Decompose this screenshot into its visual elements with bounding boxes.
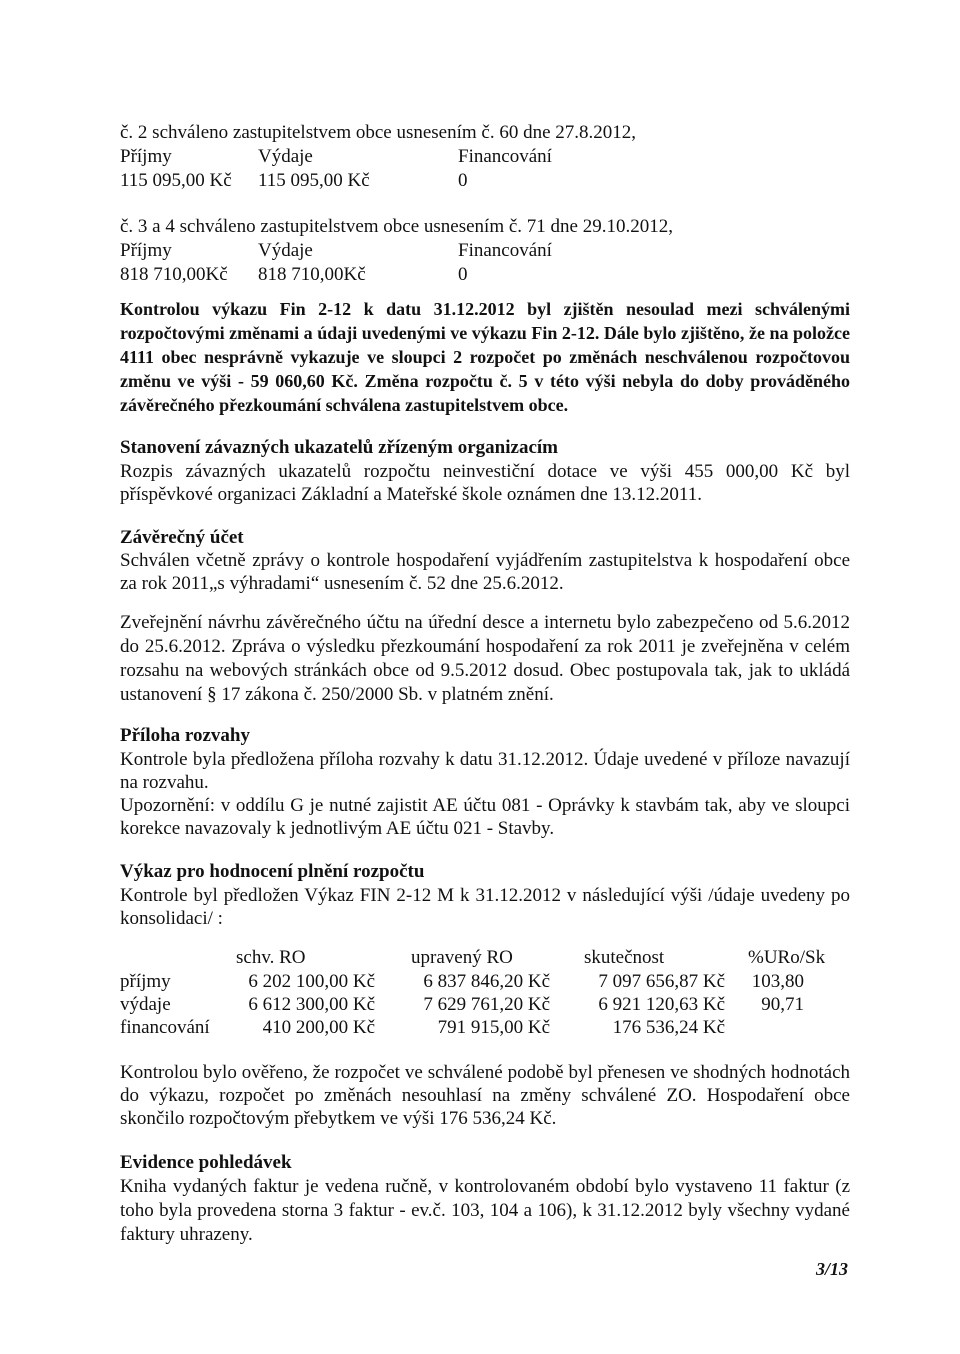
table-header-uro-sk: %URo/Sk	[748, 947, 826, 968]
table-cell: 7 097 656,87 Kč	[598, 971, 725, 992]
block2-value-prijmy: 818 710,00Kč	[120, 264, 228, 285]
table-cell: 90,71	[761, 994, 804, 1015]
block1-header-financovani: Financování	[458, 146, 552, 167]
block2-header-prijmy: Příjmy	[120, 240, 172, 261]
section-text-priloha-rozvahy: Kontrole byla předložena příloha rozvahy k datu 31.12.2012. Údaje uvedené v příloze navazují na rozvahu.	[120, 749, 850, 793]
table-row-label: výdaje	[120, 994, 171, 1015]
table-cell: 6 837 846,20 Kč	[423, 971, 550, 992]
section-heading-vykaz-plneni: Výkaz pro hodnocení plnění rozpočtu	[120, 861, 425, 882]
block1-header-prijmy: Příjmy	[120, 146, 172, 167]
page-number: 3/13	[816, 1259, 849, 1279]
table-header-skutecnost: skutečnost	[584, 947, 665, 968]
block1-value-prijmy: 115 095,00 Kč	[120, 170, 232, 191]
section-text-zverejneni: Zveřejnění návrhu závěrečného účtu na úřední desce a internetu bylo zabezpečeno od 5.6.2012 do 25.6.2012. Zpráva o výsledku přezkoumání hospodaření za rok 2011 je zveřejněna v celém rozsahu na webových stránkách obce od 9.5.2012 dosud. Obec postupovala tak, jak to ukládá ustanovení § 17 zákona č. 250/2000 Sb. v platném znění.	[120, 612, 850, 705]
table-cell: 791 915,00 Kč	[437, 1017, 550, 1038]
table-cell: 410 200,00 Kč	[262, 1017, 375, 1038]
table-cell: 103,80	[751, 971, 804, 992]
section-text-evidence-pohledavek: Kniha vydaných faktur je vedena ručně, v kontrolovaném období bylo vystaveno 11 faktur (z toho byla provedena storna 3 faktur - ev.č. 103, 104 a 106), k 31.12.2012 byly všechny vydané faktury uhrazeny.	[120, 1176, 850, 1245]
section-text-zaverecny-ucet: Schválen včetně zprávy o kontrole hospodaření vyjádřením zastupitelstva k hospodaření obce za rok 2011„s výhradami“ usnesením č. 52 dne 25.6.2012.	[120, 550, 850, 594]
section-heading-evidence-pohledavek: Evidence pohledávek	[120, 1152, 292, 1173]
block2-value-financovani: 0	[458, 264, 468, 285]
table-cell: 6 612 300,00 Kč	[248, 994, 375, 1015]
table-row-label: příjmy	[120, 971, 171, 992]
table-cell: 7 629 761,20 Kč	[423, 994, 550, 1015]
section-heading-zaverecny-ucet: Závěrečný účet	[120, 527, 244, 548]
block1-header-vydaje: Výdaje	[258, 146, 313, 167]
table-cell: 176 536,24 Kč	[612, 1017, 725, 1038]
table-header-schv-ro: schv. RO	[236, 947, 306, 968]
block1-value-vydaje: 115 095,00 Kč	[258, 170, 370, 191]
table-cell: 6 921 120,63 Kč	[598, 994, 725, 1015]
block2-title: č. 3 a 4 schváleno zastupitelstvem obce usnesením č. 71 dne 29.10.2012,	[120, 216, 673, 237]
block2-header-vydaje: Výdaje	[258, 240, 313, 261]
section-text-overeni: Kontrolou bylo ověřeno, že rozpočet ve schválené podobě byl přenesen ve shodných hodnotách do výkazu, rozpočet po změnách nesouhlasí na změny schválené ZO. Hospodaření obce skončilo rozpočtovým přebytkem ve výši 176 536,24 Kč.	[120, 1062, 850, 1129]
section-heading-priloha-rozvahy: Příloha rozvahy	[120, 725, 251, 746]
section-heading-zavazne-ukazatele: Stanovení závazných ukazatelů zřízeným organizacím	[120, 437, 559, 458]
section-text-upozorneni: Upozornění: v oddílu G je nutné zajistit AE účtu 081 - Oprávky k stavbám tak, aby ve sloupci korekce navazovaly k jednotlivým AE účtu 021 - Stavby.	[120, 795, 850, 839]
block1-value-financovani: 0	[458, 170, 468, 191]
table-row-label: financování	[120, 1017, 210, 1038]
block2-header-financovani: Financování	[458, 240, 552, 261]
table-cell: 6 202 100,00 Kč	[248, 971, 375, 992]
kontrola-fin-paragraph: Kontrolou výkazu Fin 2-12 k datu 31.12.2012 byl zjištěn nesoulad mezi schválenými rozpočtovými změnami a údaji uvedenými ve výkazu Fin 2-12. Dále bylo zjištěno, že na položce 4111 obec nesprávně vykazuje ve sloupci 2 rozpočet po změnách neschválenou rozpočtovou změnu ve výši - 59 060,60 Kč. Změna rozpočtu č. 5 v této výši nebyla do doby prováděného závěrečného přezkoumání schválena zastupitelstvem obce.	[120, 299, 850, 415]
section-text-zavazne-ukazatele: Rozpis závazných ukazatelů rozpočtu neinvestiční dotace ve výši 455 000,00 Kč byl příspěvkové organizaci Základní a Mateřské škole oznámen dne 13.12.2011.	[120, 461, 850, 505]
block2-value-vydaje: 818 710,00Kč	[258, 264, 366, 285]
block1-title: č. 2 schváleno zastupitelstvem obce usnesením č. 60 dne 27.8.2012,	[120, 122, 637, 143]
table-header-upraveny-ro: upravený RO	[411, 947, 513, 968]
section-text-vykaz-plneni: Kontrole byl předložen Výkaz FIN 2-12 M k 31.12.2012 v následující výši /údaje uvedeny po konsolidaci/ :	[120, 885, 850, 929]
